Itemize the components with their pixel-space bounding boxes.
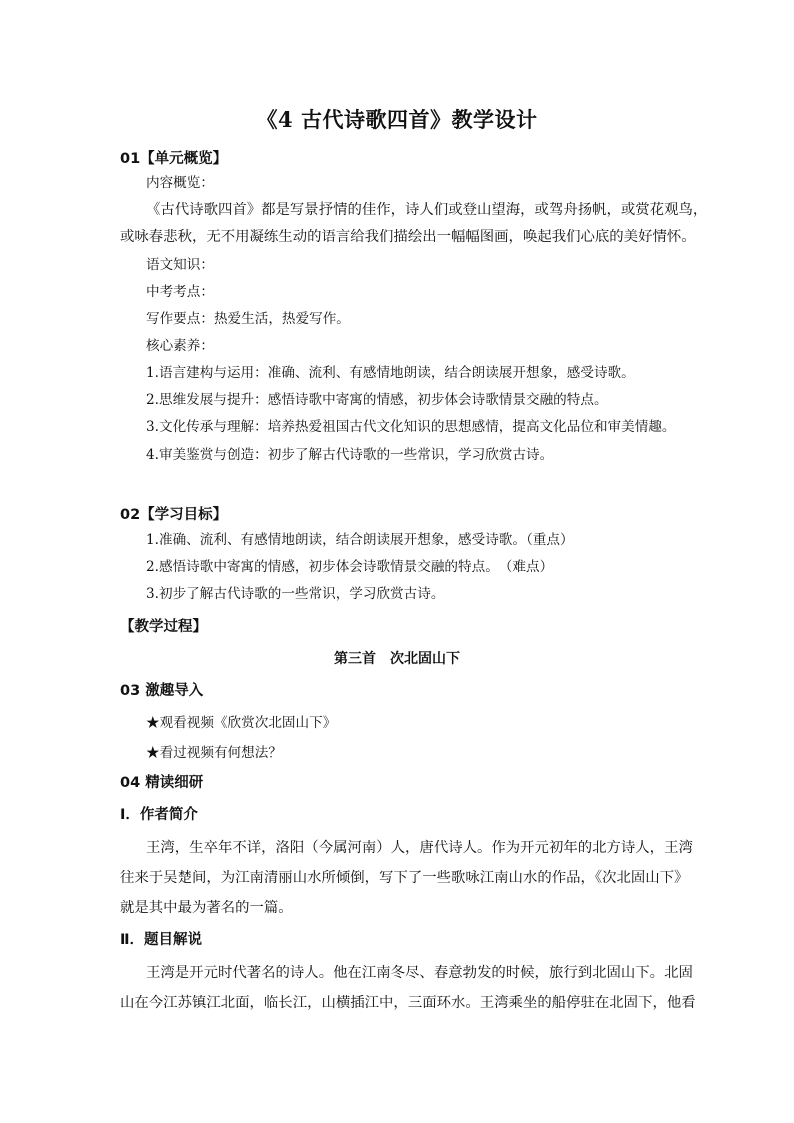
content-overview-line-2: 或咏春悲秋，无不用凝练生动的语言给我们描绘出一幅幅图画，唤起我们心底的美好情怀。	[120, 229, 696, 245]
section-02-heading: 02【学习目标】	[120, 507, 228, 523]
document-title: 《4 古代诗歌四首》教学设计	[256, 107, 538, 132]
section-01-heading: 01【单元概览】	[120, 151, 228, 167]
poem-heading: 第三首 次北固山下	[334, 651, 460, 667]
core-literacy-item: 1.语言建构与运用：准确、流利、有感情地朗读，结合朗读展开想象，感受诗歌。	[146, 365, 635, 381]
content-overview-line-1: 《古代诗歌四首》都是写景抒情的佳作，诗人们或登山望海，或驾舟扬帆，或赏花观鸟，	[146, 202, 708, 218]
intro-item: ★看过视频有何想法？	[146, 745, 282, 761]
topic-heading: Ⅱ．题目解说	[120, 932, 203, 948]
learning-goal-item: 3.初步了解古代诗歌的一些常识，学习欣赏古诗。	[146, 586, 445, 602]
core-literacy-item: 2.思维发展与提升：感悟诗歌中寄寓的情感，初步体会诗歌情景交融的特点。	[146, 392, 608, 408]
section-03-heading: 03 激趣导入	[120, 683, 204, 699]
core-literacy-label: 核心素养：	[146, 338, 214, 354]
author-paragraph-line: 就是其中最为著名的一篇。	[120, 900, 293, 916]
section-04-heading: 04 精读细研	[120, 775, 204, 791]
language-knowledge-label: 语文知识：	[146, 257, 214, 273]
content-overview-label: 内容概览：	[146, 175, 214, 191]
learning-goal-item: 1.准确、流利、有感情地朗读，结合朗读展开想象，感受诗歌。（重点）	[146, 532, 574, 548]
exam-points-label: 中考考点：	[146, 284, 214, 300]
author-paragraph-line: 王湾，生卒年不详，洛阳（今属河南）人，唐代诗人。作为开元初年的北方诗人，王湾	[146, 840, 693, 856]
intro-item: ★观看视频《欣赏次北固山下》	[146, 715, 337, 731]
core-literacy-item: 4.审美鉴赏与创造：初步了解古代诗歌的一些常识，学习欣赏古诗。	[146, 447, 554, 463]
learning-goal-item: 2.感悟诗歌中寄寓的情感，初步体会诗歌情景交融的特点。 （难点）	[146, 559, 554, 575]
teaching-process-heading: 【教学过程】	[120, 619, 207, 635]
author-paragraph-line: 往来于吴楚间，为江南清丽山水所倾倒，写下了一些歌咏江南山水的作品，《次北固山下》	[120, 870, 689, 886]
writing-points-text: 写作要点：热爱生活，热爱写作。	[146, 311, 350, 327]
topic-paragraph-line: 山在今江苏镇江北面，临长江，山横插江中，三面环水。王湾乘坐的船停驻在北固下，他看	[120, 995, 696, 1011]
author-heading: Ⅰ．作者简介	[120, 807, 198, 823]
topic-paragraph-line: 王湾是开元时代著名的诗人。他在江南冬尽、春意勃发的时候，旅行到北固山下。北固	[146, 965, 693, 981]
core-literacy-item: 3.文化传承与理解：培养热爱祖国古代文化知识的思想感情，提高文化品位和审美情趣。	[146, 419, 676, 435]
